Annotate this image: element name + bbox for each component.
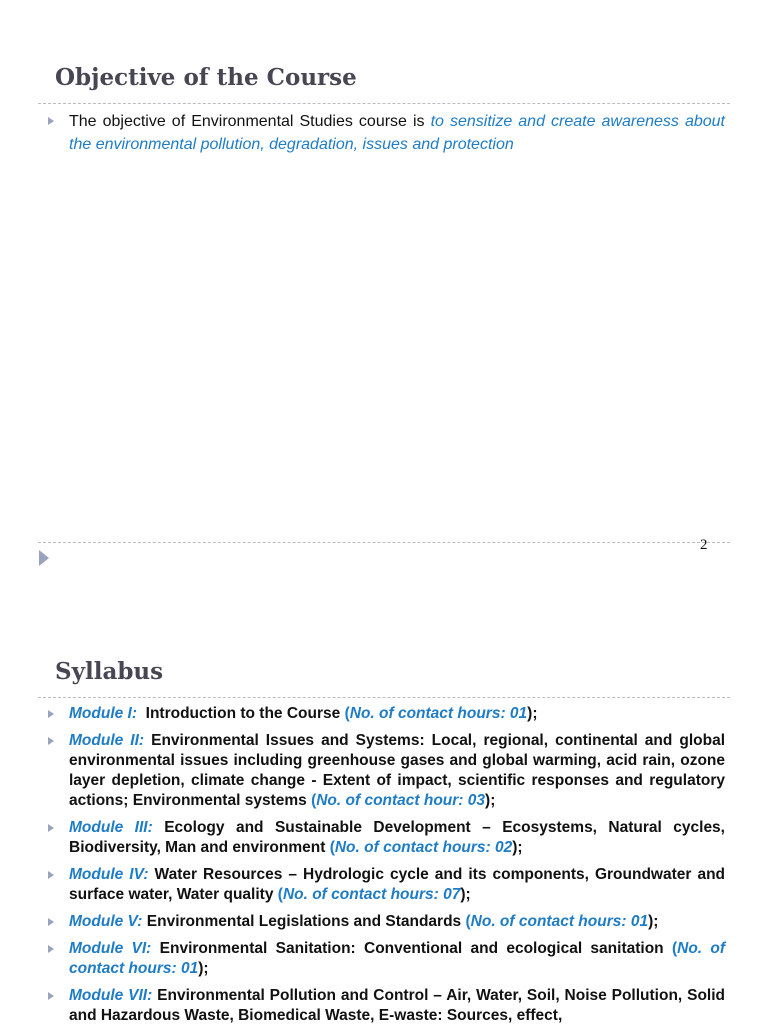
slide-title: Objective of the Course [55,64,357,91]
bullet-arrow-icon [48,824,54,832]
bullet-arrow-icon [48,992,54,1000]
list-item [45,986,725,1026]
module-label: Module VI: [69,940,152,957]
module-text: Environmental Sanitation: Conventional and ecological sanitation [159,940,664,957]
hours-close: ); [460,886,471,903]
hours-close: ); [512,839,523,856]
hours-open: ( [329,839,335,856]
bullet-list [45,110,725,156]
module-text: Introduction to the Course [145,705,341,722]
hours-close: ); [485,792,496,809]
list-item [45,110,725,156]
bullet-arrow-icon [48,710,54,718]
module-list [45,704,725,1033]
list-item [45,939,725,979]
list-item [45,865,725,905]
bullet-arrow-icon [48,737,54,745]
list-item [45,704,725,724]
contact-hours: No. of contact hours: 01 [349,705,528,722]
footer-divider [38,542,730,543]
hours-close: ); [527,705,538,722]
bullet-lead-text: The objective of Environmental Studies course is [69,113,431,130]
list-item [45,731,725,811]
list-item [45,818,725,858]
page-number: 2 [700,537,708,553]
contact-hours: No. of contact hours: 01 [69,940,726,977]
footer-arrow-icon [39,550,49,566]
module-text: Ecology and Sustainable Development – Ecosystems, Natural cycles, Biodiversity, Man and environment [69,819,725,856]
module-text: Environmental Issues and Systems: Local, regional, continental and global environmental issues including greenhouse gases and global warming, acid rain, ozone layer depletion, climate change - Extent of impact, scientific responses and regulatory actions; Environmental systems [69,732,726,809]
hours-open: ( [465,913,471,930]
module-label: Module V: [69,913,143,930]
hours-open: ( [311,792,317,809]
list-item [45,912,725,932]
title-divider [38,103,730,104]
hours-open: ( [344,705,350,722]
contact-hours: No. of contact hours: 07 [282,886,461,903]
title-divider [38,697,730,698]
bullet-arrow-icon [48,918,54,926]
slide-title: Syllabus [55,658,164,685]
hours-open: ( [671,940,678,957]
module-label: Module I: [69,705,138,722]
module-label: Module II: [69,732,145,749]
bullet-arrow-icon [48,117,54,125]
hours-close: ); [198,960,209,977]
module-text: Environmental Pollution and Control – Air, Water, Soil, Noise Pollution, Solid and Hazardous Waste, Biomedical Waste, E-waste: Sources, effect, [69,987,725,1024]
module-text: Environmental Legislations and Standards [146,913,462,930]
module-label: Module VII: [69,987,153,1004]
bullet-arrow-icon [48,945,54,953]
slide-syllabus [0,640,768,1024]
hours-close: ); [648,913,659,930]
contact-hours: No. of contact hours: 01 [470,913,649,930]
module-text: Water Resources – Hydrologic cycle and its components, Groundwater and surface water, Water quality [69,866,726,903]
hours-open: ( [277,886,283,903]
bullet-arrow-icon [48,871,54,879]
contact-hours: No. of contact hour: 03 [316,792,486,809]
module-label: Module IV: [69,866,149,883]
module-label: Module III: [69,819,153,836]
bullet-emphasis-text: to sensitize and create awareness about the environmental pollution, degradation, issues and protection [69,113,725,153]
contact-hours: No. of contact hours: 02 [334,839,513,856]
